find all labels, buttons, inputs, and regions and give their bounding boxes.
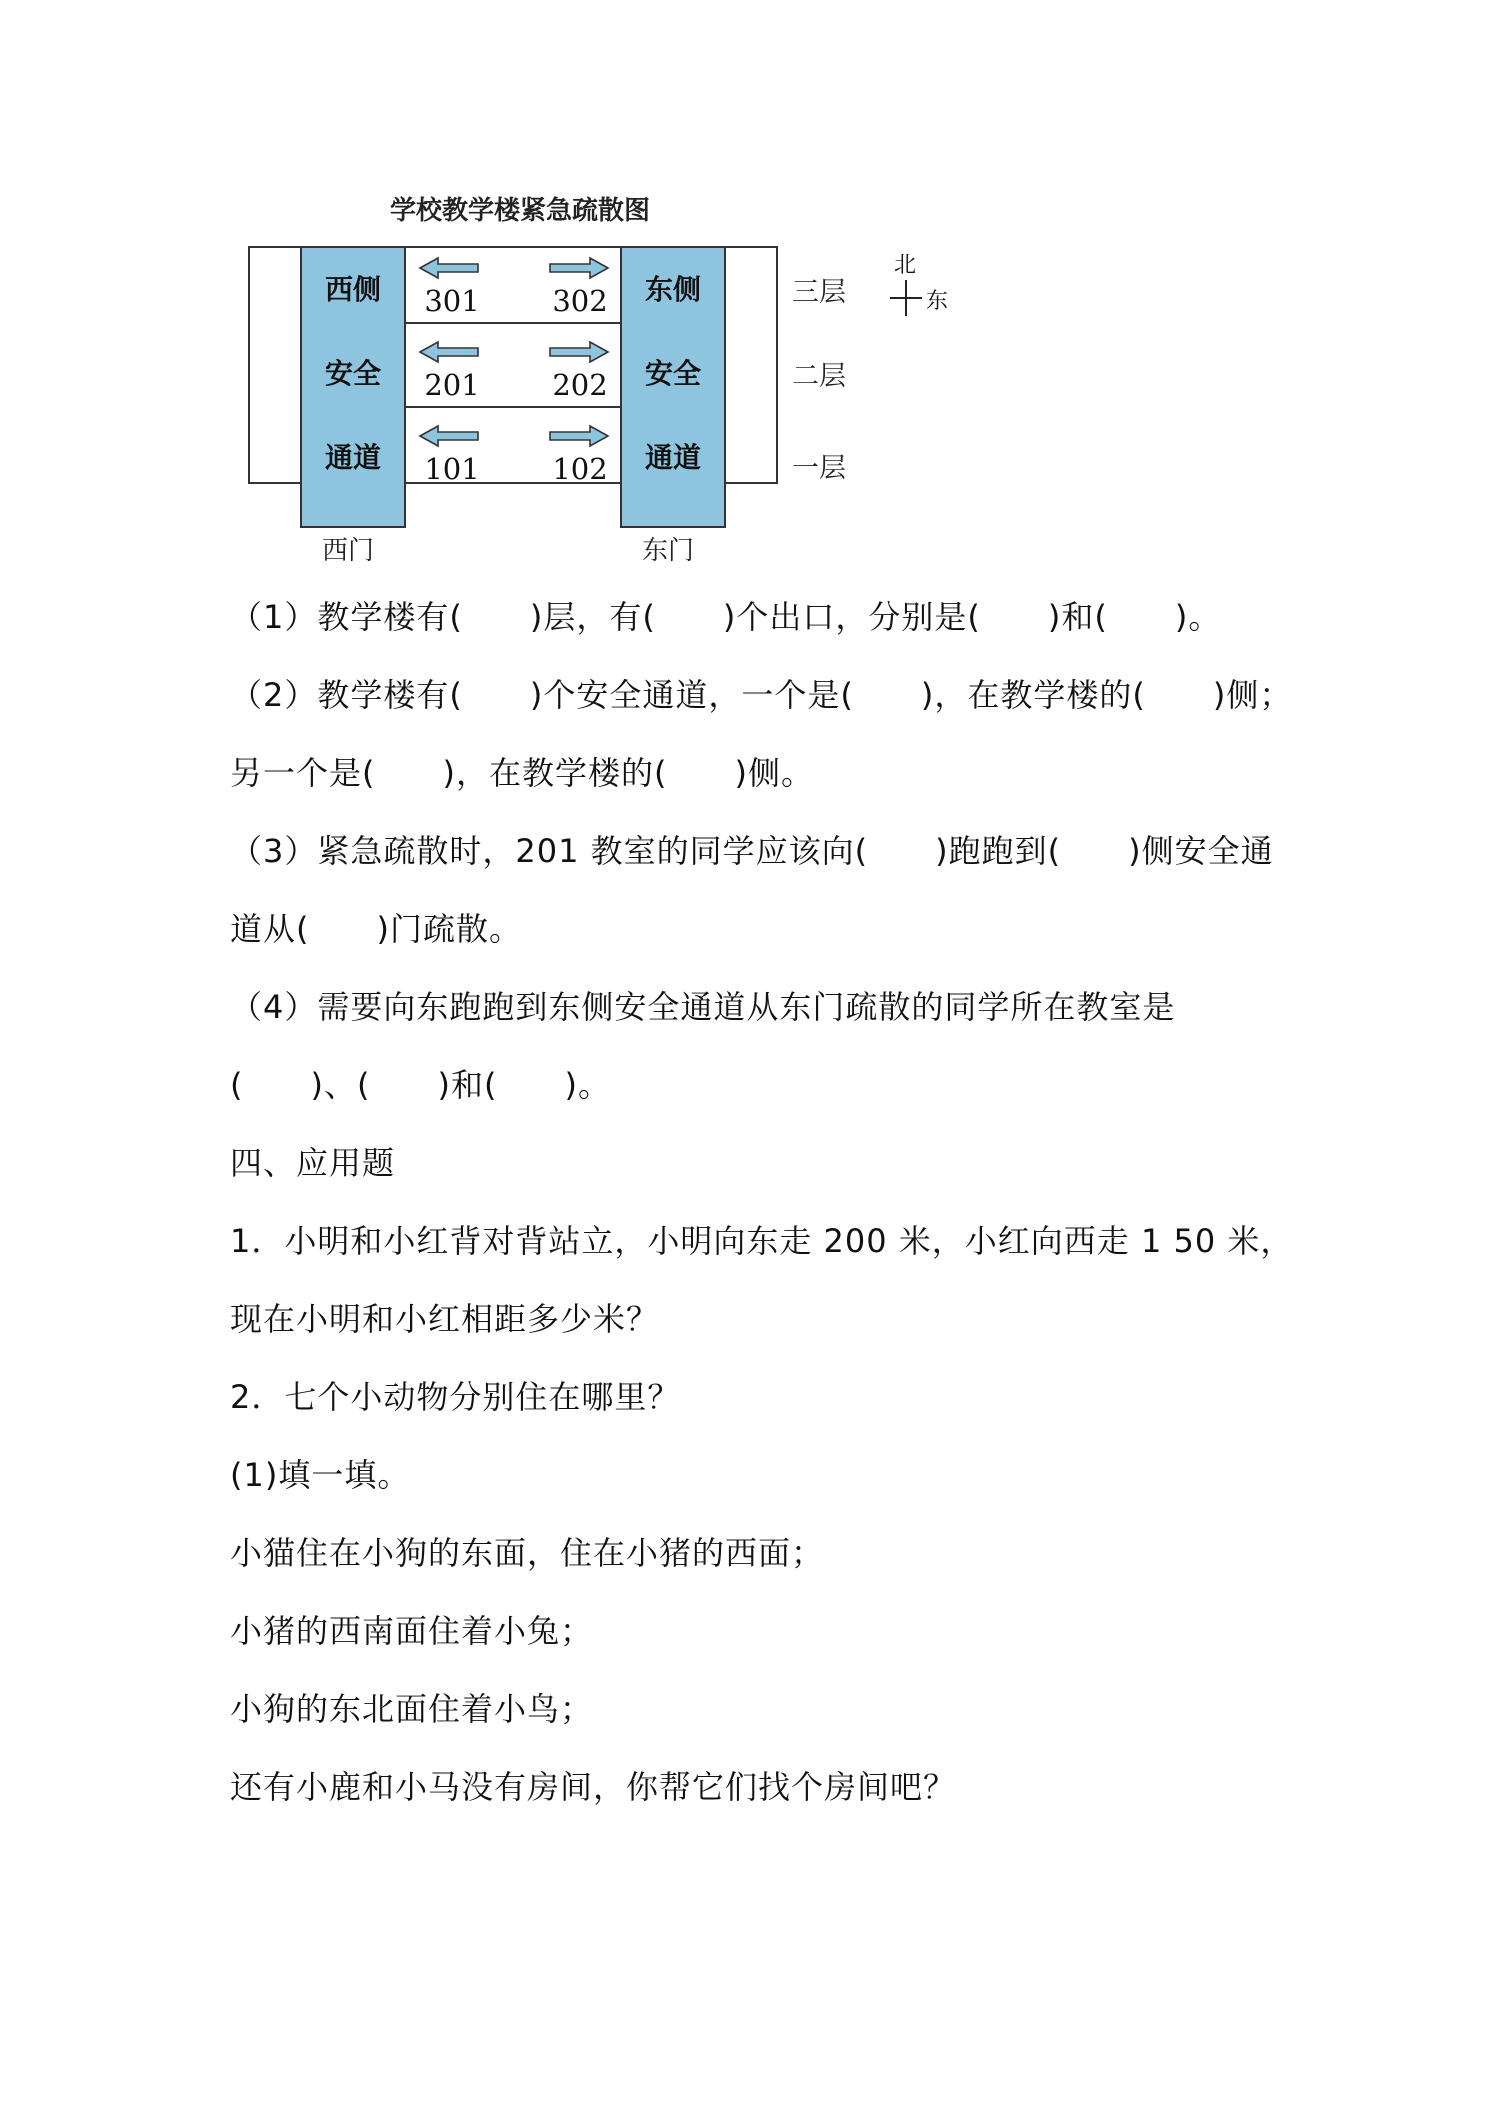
room-302: 302 bbox=[552, 284, 608, 318]
west-stair-label-1: 西侧 bbox=[324, 273, 381, 306]
east-stair-label-3: 通道 bbox=[644, 441, 701, 474]
compass-east-label: 东 bbox=[926, 289, 949, 314]
floor-divider bbox=[406, 406, 620, 408]
floor-divider bbox=[406, 322, 620, 324]
clue-4: 还有小鹿和小马没有房间，你帮它们找个房间吧？ bbox=[230, 1768, 957, 1806]
clue-2: 小猪的西南面住着小兔； bbox=[230, 1612, 594, 1650]
arrow-right-icon bbox=[546, 340, 610, 364]
clue-3: 小狗的东北面住着小鸟； bbox=[230, 1690, 594, 1728]
arrow-right-icon bbox=[546, 424, 610, 448]
floor-label-3: 三层 bbox=[792, 277, 846, 308]
east-stair-label-2: 安全 bbox=[644, 357, 701, 390]
question-2-line-2: 另一个是( )，在教学楼的( )侧。 bbox=[230, 754, 815, 792]
arrow-left-icon bbox=[418, 424, 482, 448]
floor-label-2: 二层 bbox=[792, 361, 846, 392]
room-101: 101 bbox=[424, 452, 480, 486]
question-2-line-1: （2）教学楼有( )个安全通道，一个是( )，在教学楼的( )侧； bbox=[230, 676, 1293, 714]
question-3-line-1: （3）紧急疏散时，201 教室的同学应该向( )跑跑到( )侧安全通 bbox=[230, 832, 1274, 870]
question-4-line-1: （4）需要向东跑跑到东侧安全通道从东门疏散的同学所在教室是 bbox=[230, 988, 1176, 1026]
section-heading: 四、应用题 bbox=[230, 1144, 396, 1182]
east-stair-label-1: 东侧 bbox=[644, 273, 701, 306]
question-1: （1）教学楼有( )层，有( )个出口，分别是( )和( )。 bbox=[230, 598, 1222, 636]
floor-label-1: 一层 bbox=[792, 453, 846, 484]
evacuation-diagram bbox=[240, 190, 960, 570]
compass-icon bbox=[880, 248, 960, 328]
clue-1: 小猫住在小狗的东面，住在小猪的西面； bbox=[230, 1534, 825, 1572]
arrow-left-icon bbox=[418, 256, 482, 280]
compass-north-label: 北 bbox=[894, 253, 917, 278]
problem-1-line-1: 1．小明和小红背对背站立，小明向东走 200 米，小红向西走 1 50 米， bbox=[230, 1222, 1294, 1260]
room-202: 202 bbox=[552, 368, 608, 402]
west-stair-label-3: 通道 bbox=[324, 441, 381, 474]
east-door-label: 东门 bbox=[642, 536, 695, 566]
diagram-title: 学校教学楼紧急疏散图 bbox=[389, 196, 650, 226]
question-3-line-2: 道从( )门疏散。 bbox=[230, 910, 523, 948]
room-301: 301 bbox=[424, 284, 480, 318]
arrow-left-icon bbox=[418, 340, 482, 364]
compass-cross-icon bbox=[886, 278, 926, 318]
arrow-right-icon bbox=[546, 256, 610, 280]
west-door-label: 西门 bbox=[322, 536, 375, 566]
problem-2-part-1: (1)填一填。 bbox=[230, 1456, 411, 1494]
room-102: 102 bbox=[552, 452, 608, 486]
problem-1-line-2: 现在小明和小红相距多少米？ bbox=[230, 1300, 660, 1338]
room-201: 201 bbox=[424, 368, 480, 402]
question-4-line-2: ( )、( )和( )。 bbox=[230, 1066, 612, 1104]
problem-2: 2．七个小动物分别住在哪里？ bbox=[230, 1378, 681, 1416]
west-stair-label-2: 安全 bbox=[324, 357, 381, 390]
